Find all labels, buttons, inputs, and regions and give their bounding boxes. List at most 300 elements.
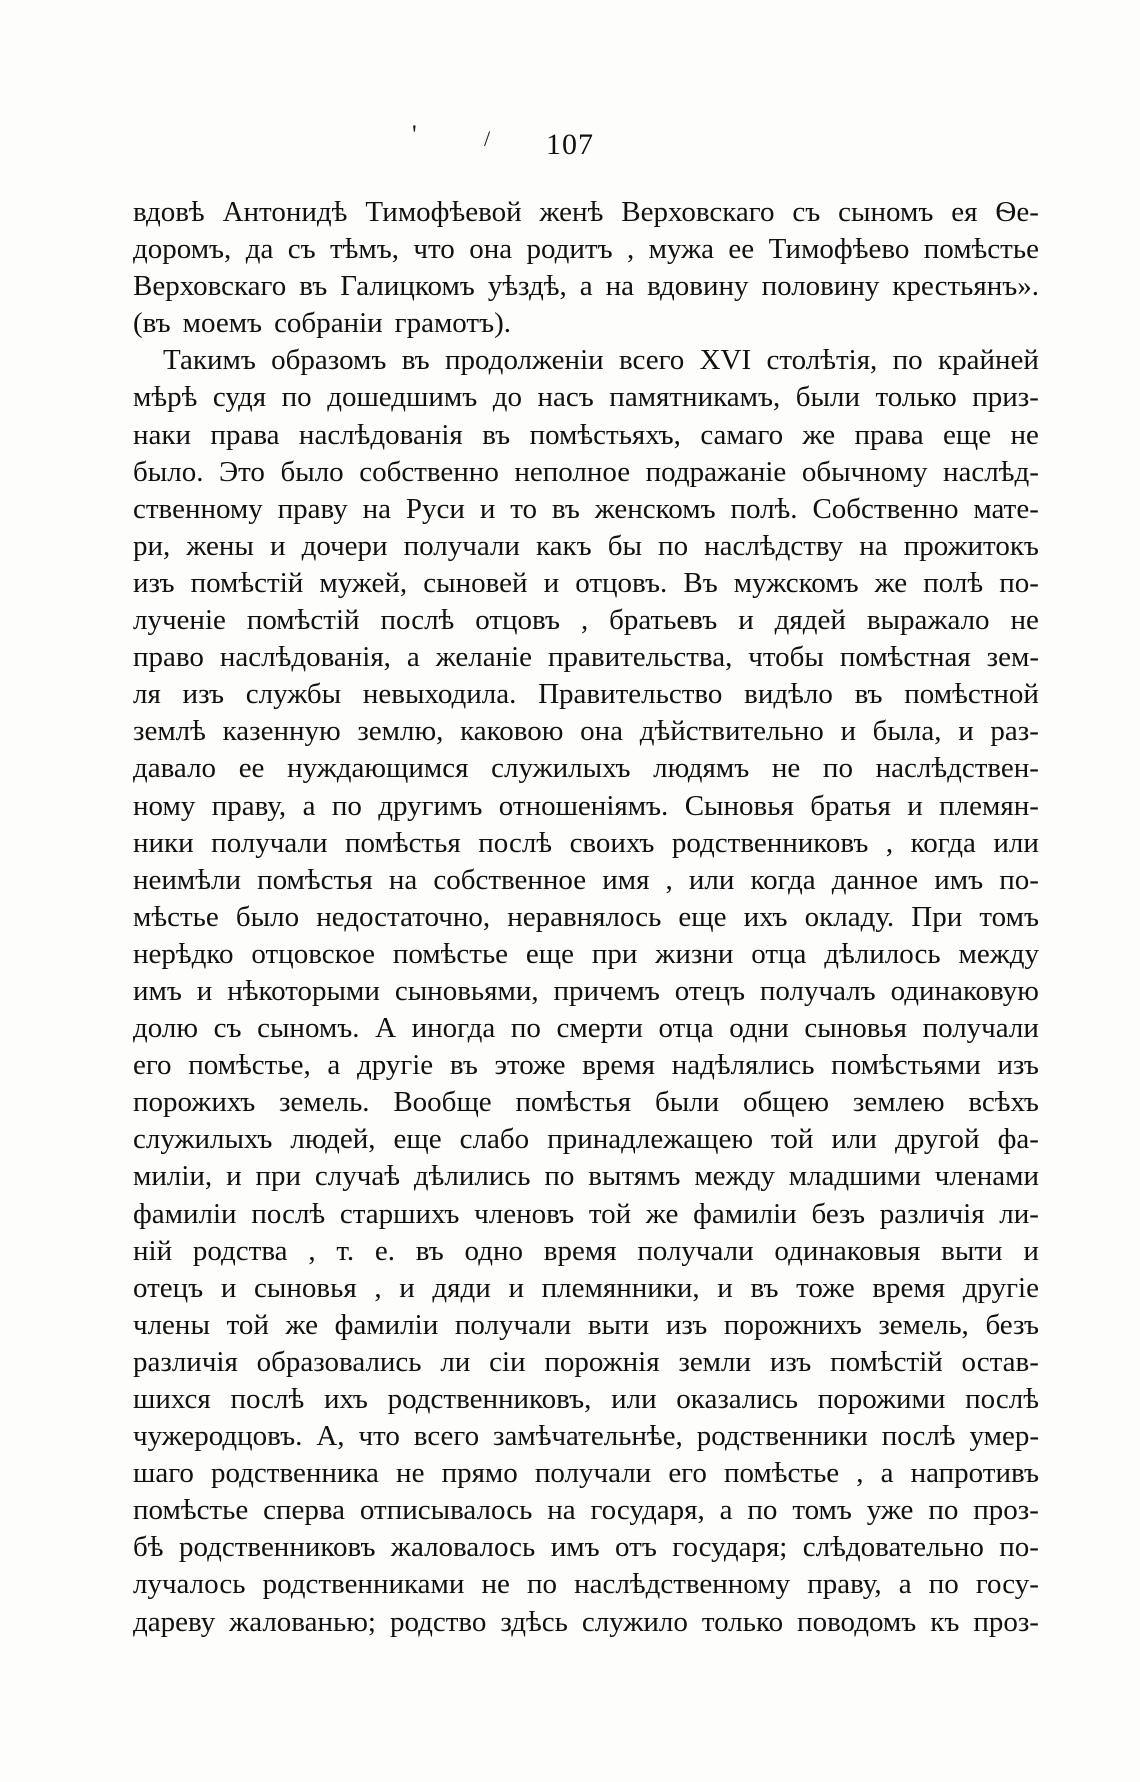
word: между xyxy=(958,937,1039,970)
word: и xyxy=(479,492,496,525)
text-line xyxy=(133,639,1039,676)
word: въ xyxy=(551,492,580,525)
word: изъ xyxy=(997,1049,1039,1082)
word: желаніе xyxy=(435,641,533,674)
word: помѣстья xyxy=(257,863,373,896)
word: было. xyxy=(133,455,204,488)
word: же xyxy=(645,1197,679,1230)
word: , xyxy=(885,826,894,859)
word: служилыхъ xyxy=(133,1123,273,1156)
word: старшихъ xyxy=(339,1197,460,1230)
word: и xyxy=(269,529,286,562)
word: ственному xyxy=(133,492,263,525)
word: когда xyxy=(910,826,976,859)
text-line xyxy=(133,268,1039,305)
word: по- xyxy=(999,566,1039,599)
text-line xyxy=(133,565,1039,602)
word: женскомъ xyxy=(594,492,716,525)
word: миліи, xyxy=(133,1160,213,1193)
word: Такимъ xyxy=(163,344,256,377)
word: причемъ xyxy=(553,974,660,1007)
word: праву, xyxy=(807,1568,882,1601)
word: получали xyxy=(534,1457,652,1490)
word: были xyxy=(795,381,860,414)
word: ному xyxy=(133,789,196,822)
word: изъ xyxy=(665,1308,708,1341)
word: были xyxy=(654,1086,720,1119)
word: госу- xyxy=(975,1568,1039,1601)
word: образовались xyxy=(256,1345,422,1378)
word: , xyxy=(308,1234,316,1267)
word: прожитокъ xyxy=(903,529,1039,562)
word: послѣ xyxy=(478,826,553,859)
word: Руси xyxy=(405,492,465,525)
word: же xyxy=(802,418,836,451)
word: время xyxy=(872,1271,946,1304)
word: она xyxy=(469,233,513,266)
word: Въ xyxy=(683,566,718,599)
text-line xyxy=(133,1010,1039,1047)
word: право xyxy=(133,641,204,674)
word: смерти xyxy=(556,1012,643,1045)
word: другіе xyxy=(356,1049,434,1082)
word: родственниковъ xyxy=(178,1531,376,1564)
word: помѣстья xyxy=(345,826,461,859)
word: Это xyxy=(219,455,265,488)
word: помѣстій xyxy=(246,604,360,637)
word: безъ xyxy=(985,1308,1039,1341)
word: да xyxy=(245,233,274,266)
text-line xyxy=(133,1529,1039,1566)
word: на xyxy=(605,270,635,303)
word: было xyxy=(235,900,300,933)
text-line xyxy=(133,1047,1039,1084)
word: насъ xyxy=(537,381,594,414)
word: на xyxy=(547,1494,576,1527)
word: наслѣдственному xyxy=(574,1568,791,1601)
word: Верховскаго xyxy=(133,270,287,303)
word: слабо xyxy=(459,1123,530,1156)
word: его xyxy=(133,1049,172,1082)
word: вдовѣ xyxy=(133,196,205,228)
word: шаго xyxy=(133,1457,194,1490)
word: въ xyxy=(750,1271,779,1304)
word: на xyxy=(859,529,888,562)
word: различія xyxy=(879,1197,985,1230)
word: проз- xyxy=(973,1494,1039,1527)
word: одни xyxy=(729,1012,789,1045)
word: было xyxy=(280,455,344,488)
word: отца xyxy=(751,937,807,970)
word: и xyxy=(717,1271,733,1304)
word: помѣстье xyxy=(923,233,1039,266)
word: е. xyxy=(374,1234,396,1267)
word: еще xyxy=(393,1123,442,1156)
word: наслѣдованія, xyxy=(219,641,391,674)
word: или xyxy=(993,826,1039,859)
word: не xyxy=(1010,604,1039,637)
word: и xyxy=(738,604,754,637)
word: получали xyxy=(454,1308,572,1341)
word: казенную xyxy=(222,715,341,748)
word: родственники xyxy=(696,1420,868,1453)
word: надѣлялись xyxy=(671,1049,815,1082)
word: всего xyxy=(618,344,685,377)
word: помѣстьяхъ, xyxy=(529,418,681,451)
word: служило xyxy=(581,1605,688,1638)
word: мате- xyxy=(973,492,1039,525)
word: самаго xyxy=(700,418,784,451)
word: дареву xyxy=(133,1605,216,1638)
word: неимѣли xyxy=(133,863,241,896)
word: въ xyxy=(854,678,883,711)
word: дѣлилось xyxy=(824,937,941,970)
word: по xyxy=(281,381,312,414)
word: проз- xyxy=(973,1605,1039,1638)
word: порожнихъ xyxy=(723,1308,862,1341)
word: племянники, xyxy=(541,1271,700,1304)
word: вытямъ xyxy=(588,1160,681,1193)
text-line xyxy=(133,417,1039,454)
word: не xyxy=(771,752,801,785)
word: по xyxy=(544,1160,575,1193)
stray-mark: / xyxy=(484,126,491,151)
text-line xyxy=(133,936,1039,973)
word: грамотъ). xyxy=(394,307,511,340)
word: , xyxy=(665,863,673,896)
word: людей, xyxy=(290,1123,376,1156)
text-line xyxy=(133,528,1039,565)
word: наки xyxy=(133,418,191,451)
word: а xyxy=(880,1457,894,1490)
word: сыновья xyxy=(804,1012,907,1045)
word: памятникамъ, xyxy=(609,381,781,414)
word: мѣрѣ xyxy=(133,381,198,414)
word: этоже xyxy=(494,1049,566,1082)
word: по xyxy=(510,1012,541,1045)
word: ри, xyxy=(133,529,171,562)
word: другіе xyxy=(962,1271,1039,1304)
word: неравнялось xyxy=(507,900,662,933)
word: томъ xyxy=(792,1494,852,1527)
text-line xyxy=(133,1233,1039,1270)
word: Правительство xyxy=(538,678,723,711)
word: права xyxy=(210,418,280,451)
text-line xyxy=(133,1158,1039,1195)
word: бѣ xyxy=(133,1531,164,1564)
word: еще xyxy=(943,418,992,451)
word: въ xyxy=(449,1049,478,1082)
word: дѣлились xyxy=(413,1160,531,1193)
word: была, xyxy=(872,715,942,748)
word: получали xyxy=(922,1012,1039,1045)
word: земель, xyxy=(878,1308,969,1341)
word: недостаточно, xyxy=(316,900,491,933)
word: мужей, xyxy=(319,566,408,599)
word: наслѣдству xyxy=(704,529,844,562)
word: имъ xyxy=(934,863,984,896)
word: ній xyxy=(133,1234,173,1267)
word: чтобы xyxy=(748,641,824,674)
word: а xyxy=(898,1568,912,1601)
word: ихъ xyxy=(743,900,788,933)
word: полѣ. xyxy=(730,492,798,525)
word: или xyxy=(611,1383,657,1415)
word: давало xyxy=(133,752,217,785)
word: по xyxy=(928,1494,959,1527)
word: не xyxy=(481,1568,510,1601)
body-text xyxy=(133,194,1039,1641)
word: не xyxy=(396,1457,425,1490)
text-line xyxy=(133,305,1039,342)
word: выражало xyxy=(866,604,990,637)
word: по xyxy=(928,1568,959,1601)
text-line xyxy=(133,1270,1039,1307)
word: на xyxy=(388,863,418,896)
text-line xyxy=(133,713,1039,750)
word: помѣстная xyxy=(839,641,971,674)
word: ее xyxy=(238,752,265,785)
text-line xyxy=(133,788,1039,825)
word: общею xyxy=(742,1086,830,1119)
word: всего xyxy=(413,1420,480,1453)
word: только xyxy=(875,381,957,414)
word: землею xyxy=(852,1086,945,1119)
word: ее xyxy=(728,233,755,266)
word: жизни xyxy=(655,937,734,970)
word: уже xyxy=(866,1494,914,1527)
word: получалъ xyxy=(759,974,876,1007)
word: родственника xyxy=(210,1457,379,1490)
word: только xyxy=(701,1605,784,1638)
word: помѣстій xyxy=(830,1345,943,1378)
word: одинаковыя xyxy=(774,1234,921,1267)
word: женѣ xyxy=(539,196,604,228)
word: Антонидѣ xyxy=(222,196,348,228)
word: собраніи xyxy=(274,307,383,340)
word: (въ xyxy=(133,307,171,340)
word: , xyxy=(580,604,589,637)
word: помѣстій xyxy=(190,566,304,599)
word: Сыновья xyxy=(684,789,794,822)
word: фамиліи xyxy=(133,1197,237,1230)
word: и xyxy=(543,566,560,599)
word: судя xyxy=(212,381,267,414)
text-line xyxy=(133,379,1039,416)
word: права xyxy=(854,418,924,451)
word: отецъ xyxy=(133,1271,204,1304)
word: члены xyxy=(133,1308,210,1341)
word: отцовъ. xyxy=(575,566,668,599)
word: сперва xyxy=(263,1494,346,1527)
word: фамиліи xyxy=(693,1197,797,1230)
word: ихъ xyxy=(323,1383,368,1415)
word: имъ xyxy=(133,974,182,1007)
word: данное xyxy=(831,863,919,896)
word: А xyxy=(375,1012,397,1045)
word: наслѣдствен- xyxy=(875,752,1039,785)
word: всѣхъ xyxy=(968,1086,1039,1119)
word: получали xyxy=(211,826,328,859)
word: выти xyxy=(587,1308,650,1341)
word: невыходила. xyxy=(362,678,517,711)
text-line xyxy=(133,1084,1039,1121)
word: шихся xyxy=(133,1383,211,1415)
word: вдовину xyxy=(647,270,749,303)
word: къ xyxy=(930,1605,960,1638)
word: отцовъ xyxy=(475,604,561,637)
word: съ xyxy=(213,1012,242,1045)
word: членовъ xyxy=(474,1197,575,1230)
text-line xyxy=(133,602,1039,639)
word: одно xyxy=(464,1234,523,1267)
word: время xyxy=(582,1049,655,1082)
page-number: 107 xyxy=(546,128,594,161)
word: землю, xyxy=(357,715,444,748)
stray-mark: ' xyxy=(412,120,417,149)
word: при xyxy=(591,937,638,970)
word: изъ xyxy=(182,678,225,711)
word: изъ xyxy=(133,566,175,599)
word: сыновья xyxy=(254,1271,357,1304)
word: до xyxy=(492,381,522,414)
word: и xyxy=(907,789,923,822)
word: оказались xyxy=(676,1383,798,1415)
word: мѣстье xyxy=(133,900,219,933)
word: поводомъ xyxy=(797,1605,917,1638)
word: здѣсь xyxy=(500,1605,568,1638)
word: родственниковъ, xyxy=(387,1383,592,1415)
word: остав- xyxy=(961,1345,1039,1378)
word: службы xyxy=(245,678,342,711)
word: то xyxy=(510,492,538,525)
word: родственниками xyxy=(262,1568,465,1601)
word: помѣстье xyxy=(723,1457,840,1490)
text-line xyxy=(133,1381,1039,1418)
word: въ xyxy=(482,418,511,451)
word: томъ xyxy=(979,900,1039,933)
word: чужеродцовъ. xyxy=(133,1420,303,1453)
word: а xyxy=(719,1494,733,1527)
word: помѣстной xyxy=(904,678,1039,711)
word: лученіе xyxy=(133,604,226,637)
word: той xyxy=(588,1197,632,1230)
word: родственниковъ xyxy=(671,826,869,859)
text-line xyxy=(133,491,1039,528)
word: или xyxy=(831,1123,877,1156)
word: отца xyxy=(658,1012,714,1045)
word: обычному xyxy=(801,455,928,488)
word: А, xyxy=(316,1420,345,1453)
word: она xyxy=(580,715,624,748)
word: при xyxy=(255,1160,302,1193)
word: , xyxy=(627,233,635,266)
word: между xyxy=(694,1160,775,1193)
word: замѣчательнѣе, xyxy=(493,1420,683,1453)
word: въ xyxy=(299,270,328,303)
word: При xyxy=(911,900,963,933)
word: братья xyxy=(810,789,891,822)
word: и xyxy=(1023,1234,1039,1267)
word: по- xyxy=(999,1531,1039,1564)
word: послѣ xyxy=(230,1383,305,1415)
word: лучалось xyxy=(133,1568,246,1601)
word: служилыхъ xyxy=(491,752,631,785)
word: по- xyxy=(999,863,1039,896)
text-line xyxy=(133,676,1039,713)
word: прямо xyxy=(441,1457,518,1490)
word: XVI xyxy=(699,344,752,377)
text-line xyxy=(133,899,1039,936)
word: государя; xyxy=(672,1531,788,1564)
word: какъ xyxy=(536,529,592,562)
word: на xyxy=(362,492,392,525)
word: послѣ xyxy=(965,1383,1039,1415)
word: родство xyxy=(389,1605,487,1638)
word: получали xyxy=(637,1234,754,1267)
word: братьевъ xyxy=(609,604,718,637)
word: окладу. xyxy=(804,900,895,933)
word: когда xyxy=(750,863,816,896)
word: и xyxy=(220,1271,237,1304)
text-line xyxy=(133,1455,1039,1492)
word: отъ xyxy=(615,1531,657,1564)
word: дядей xyxy=(774,604,846,637)
word: моемъ xyxy=(182,307,263,340)
word: долю xyxy=(133,1012,199,1045)
word: въ xyxy=(415,1234,444,1267)
word: выти xyxy=(941,1234,1003,1267)
word: родитъ xyxy=(526,233,613,266)
word: что xyxy=(413,233,455,266)
word: Тимофѣевой xyxy=(365,196,522,228)
word: отцовское xyxy=(251,937,375,970)
word: племян- xyxy=(939,789,1039,822)
word: неполное xyxy=(514,455,631,488)
word: Тимофѣево xyxy=(768,233,910,266)
word: дѣйствительно xyxy=(639,715,824,748)
word: дяди xyxy=(432,1271,491,1304)
word: Верховскаго xyxy=(621,196,775,228)
word: мужа xyxy=(648,233,715,266)
word: уѣздѣ, xyxy=(487,270,567,303)
text-line xyxy=(133,1344,1039,1381)
word: Вообще xyxy=(393,1086,492,1119)
word: той xyxy=(226,1308,269,1341)
word: каковою xyxy=(460,715,564,748)
word: продолженіи xyxy=(445,344,604,377)
word: и xyxy=(508,1271,524,1304)
word: изъ xyxy=(769,1345,812,1378)
word: по xyxy=(822,752,853,785)
word: ля xyxy=(133,678,161,711)
word: помѣстьями xyxy=(831,1049,981,1082)
text-line xyxy=(133,1492,1039,1529)
word: раз- xyxy=(990,715,1039,748)
word: государя, xyxy=(590,1494,705,1527)
word: дошедшимъ xyxy=(327,381,478,414)
word: младшими xyxy=(788,1160,921,1193)
word: и xyxy=(226,1160,242,1193)
word: помѣстье xyxy=(392,937,509,970)
word: сыновей xyxy=(423,566,528,599)
word: Ѳе- xyxy=(995,196,1039,228)
word: ники xyxy=(133,826,194,859)
word: съ xyxy=(287,233,316,266)
word: же xyxy=(285,1308,319,1341)
word: по xyxy=(331,789,362,822)
word: получали xyxy=(403,529,520,562)
